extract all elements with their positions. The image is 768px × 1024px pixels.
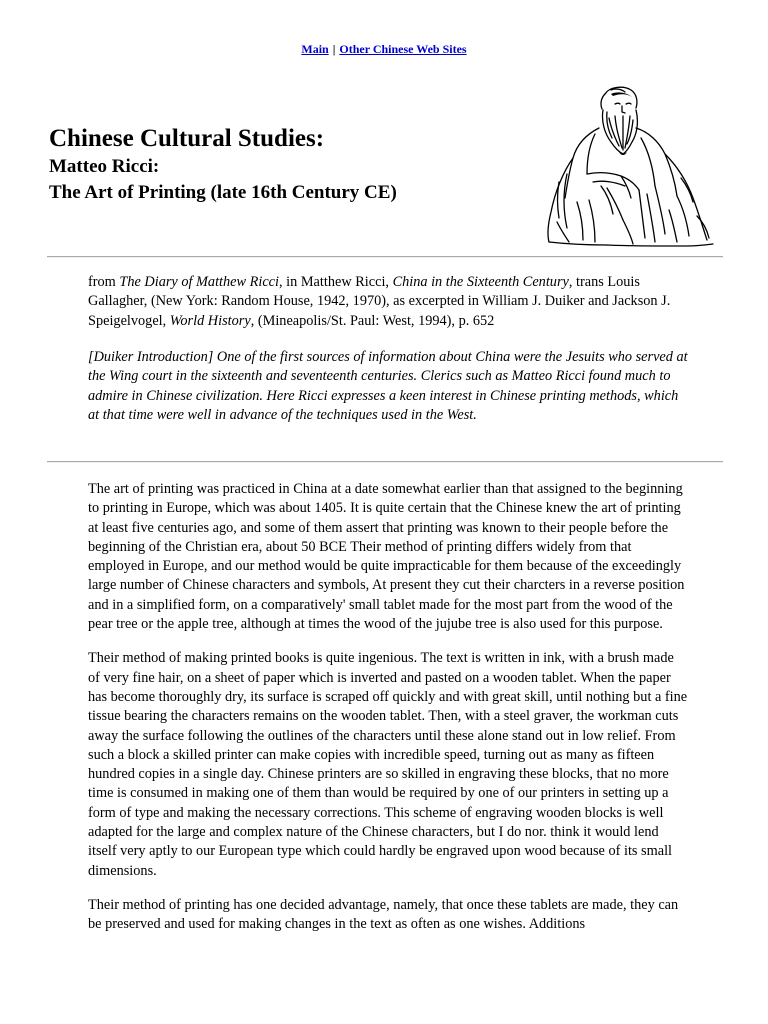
main-link[interactable]: Main	[301, 42, 329, 56]
section-divider	[47, 256, 723, 258]
body-paragraph: Their method of printing has one decided advantage, namely, that once these tablets are made, they can be preserved and used for making changes in the text as often as one wishes. Additions	[88, 896, 679, 933]
duiker-introduction: [Duiker Introduction] One of the first sources of information about China were the Jesuits who served at the Wing court in the sixteenth and seventeenth centuries. Clerics such as Matteo Ricci found much to admire in Chinese civilization. Here Ricci expresses a keen interest in Chinese printing methods, which at that time were well in advance of the techniques used in the West.	[88, 349, 688, 423]
citation-from: from	[88, 274, 120, 290]
citation-text-2: , trans Louis Gallagher, (New York: Random House, 1942, 1970), as excerpted in William J. Duiker and Jackson J. Speigelvogel,	[88, 274, 671, 329]
page-title: Chinese Cultural Studies:	[49, 125, 325, 152]
topic-bold: The Art of Printing	[49, 182, 206, 203]
citation-text-1: , in Matthew Ricci,	[279, 274, 393, 290]
other-chinese-web-sites-link[interactable]: Other Chinese Web Sites	[339, 42, 467, 56]
confucius-portrait-image	[537, 82, 721, 252]
page-header	[49, 124, 397, 206]
section-divider	[47, 461, 723, 463]
book-title: China in the Sixteenth Century	[392, 274, 569, 290]
top-navigation	[0, 42, 768, 57]
citation-text-3: , (Mineapolis/St. Paul: West, 1994), p. 652	[250, 312, 495, 329]
document-body	[88, 480, 688, 950]
world-history-title: World History	[169, 312, 251, 329]
diary-title: The Diary of Matthew Ricci	[119, 274, 279, 290]
nav-separator: |	[332, 42, 336, 56]
page-subtitle: Matteo Ricci:	[49, 156, 160, 177]
page-topic	[49, 180, 397, 206]
body-paragraph: Their method of making printed books is quite ingenious. The text is written in ink, with a brush made of very fine hair, on a sheet of paper which is inverted and pasted on a wooden tablet. When the paper has become thoroughly dry, its surface is scraped off quickly and with great skill, until nothing but a fine tissue bearing the characters remains on the wooden tablet. Then, with a steel graver, the workman cuts away the surface following the outlines of the characters until these alone stand out in low relief. From such a block a skilled printer can make copies with incredible speed, turning out as many as fifteen hundred copies in a single day. Chinese printers are so skilled in engraving these blocks, that no more time is consumed in making one of them than would be required by one of our printers in setting up a form of type and making the necessary corrections. This scheme of engraving wooden blocks is well adapted for the large and complex nature of the Chinese characters, but I do nor. think it would lend itself very aptly to our European type which could hardly be engraved upon wood because of its small dimensions.	[88, 650, 688, 879]
topic-date: (late 16th Century CE)	[205, 182, 397, 203]
body-paragraph: The art of printing was practiced in China at a date somewhat earlier than that assigned to the beginning to printing in Europe, which was about 1405. It is quite certain that the Chinese knew the art of printing at least five centuries ago, and some of them assert that printing was known to their people before the beginning of the Christian era, about 50 BCE Their method of printing differs widely from that employed in Europe, and our method would be quite impracticable for them because of the exceedingly large number of Chinese characters and symbols, At present they cut their charcters in a reverse position and in a simplified form, on a comparatively' small tablet made for the most part from the wood of the pear tree or the apple tree, although at times the wood of the jujube tree is also used for this purpose.	[88, 481, 685, 633]
source-citation	[88, 273, 688, 331]
